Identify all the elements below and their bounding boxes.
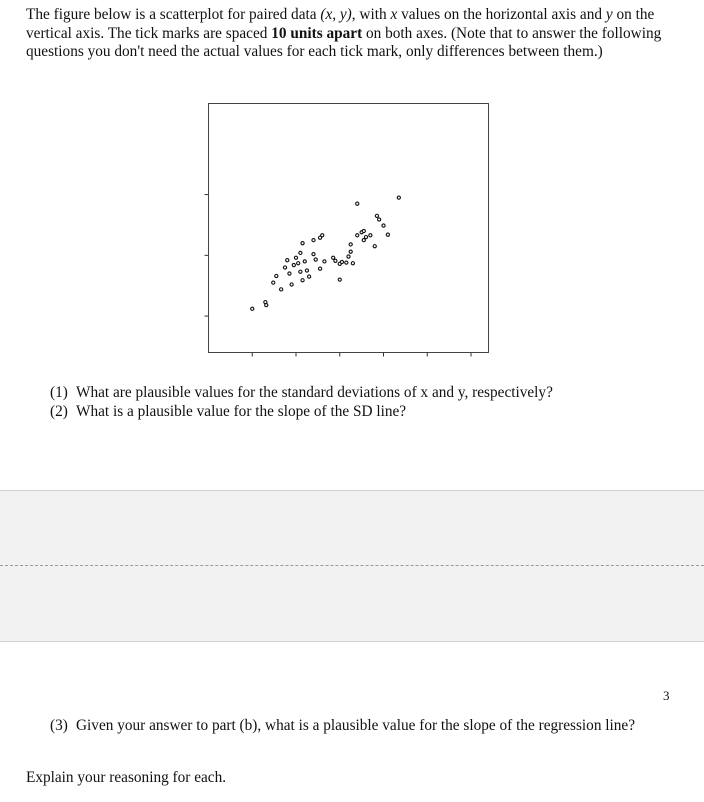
question-1 [50, 384, 670, 403]
page-number: 3 [663, 688, 670, 703]
data-point-32 [338, 278, 341, 281]
scatterplot [200, 100, 495, 362]
data-point-8 [288, 272, 291, 275]
data-point-20 [312, 239, 315, 242]
data-point-47 [382, 224, 385, 227]
data-point-45 [375, 214, 378, 217]
explain-instruction: Explain your reasoning for each. [26, 769, 227, 786]
intro-text-2: , with [351, 6, 391, 23]
data-point-33 [347, 255, 350, 258]
intro-text-3: values on the horizontal axis and [397, 6, 606, 23]
data-point-15 [299, 270, 302, 273]
question-2-number: (2) [50, 402, 68, 420]
data-point-37 [356, 234, 359, 237]
data-point-36 [349, 243, 352, 246]
intro-text-4: on the vertical axis. The tick marks are spaced [26, 6, 655, 42]
intro-paragraph [26, 6, 676, 62]
data-point-11 [294, 256, 297, 259]
data-point-43 [369, 234, 372, 237]
intro-pair: (x, y) [320, 6, 352, 23]
intro-text-5: on both axes. (Note that to answer the following questions you don't need the actual values for each tick mark, only differences between them.) [26, 24, 662, 60]
data-point-12 [297, 262, 300, 265]
data-point-41 [364, 236, 367, 239]
data-point-0 [251, 307, 254, 310]
scatter-points [251, 196, 401, 310]
data-point-48 [386, 233, 389, 236]
question-2-text: What is a plausible value for the slope of the SD line? [76, 402, 407, 420]
plot-frame [209, 104, 489, 353]
data-point-34 [349, 250, 352, 253]
data-point-49 [397, 196, 400, 199]
data-point-6 [283, 266, 286, 269]
data-point-40 [362, 229, 365, 232]
data-point-13 [299, 251, 302, 254]
data-point-26 [318, 267, 321, 270]
data-point-18 [301, 279, 304, 282]
intro-bold: 10 units apart [271, 24, 363, 42]
data-point-46 [378, 218, 381, 221]
data-point-35 [351, 262, 354, 265]
questions-block [50, 384, 670, 421]
data-point-16 [303, 260, 306, 263]
data-point-44 [373, 245, 376, 248]
data-point-10 [292, 263, 295, 266]
data-point-4 [275, 274, 278, 277]
question-1-number: (1) [50, 384, 68, 401]
question-1-text: What are plausible values for the standard deviations of x and y, respectively? [76, 384, 553, 401]
data-point-38 [356, 202, 359, 205]
answer-area [0, 490, 704, 642]
question-3-text: Given your answer to part (b), what is a plausible value for the slope of the regression line? [76, 717, 636, 734]
data-point-3 [272, 281, 275, 284]
intro-y: y [605, 6, 613, 23]
intro-x: x [390, 6, 398, 23]
data-point-29 [340, 260, 343, 263]
question-3-number: (3) [50, 717, 68, 734]
question-2 [50, 403, 670, 422]
data-point-19 [308, 275, 311, 278]
intro-text-1: The figure below is a scatterplot for paired data [26, 6, 321, 23]
data-point-2 [265, 304, 268, 307]
question-3 [50, 717, 670, 736]
data-point-27 [332, 256, 335, 259]
data-point-17 [305, 269, 308, 272]
data-point-42 [362, 239, 365, 242]
data-point-9 [290, 283, 293, 286]
x-axis-ticks [252, 353, 471, 357]
data-point-25 [323, 260, 326, 263]
data-point-5 [280, 288, 283, 291]
data-point-24 [321, 234, 324, 237]
y-axis-ticks [205, 195, 209, 316]
data-point-14 [301, 242, 304, 245]
data-point-30 [345, 261, 348, 264]
data-point-21 [312, 253, 315, 256]
data-point-7 [286, 259, 289, 262]
page-break-line [0, 565, 704, 566]
data-point-31 [334, 259, 337, 262]
data-point-22 [314, 258, 317, 261]
